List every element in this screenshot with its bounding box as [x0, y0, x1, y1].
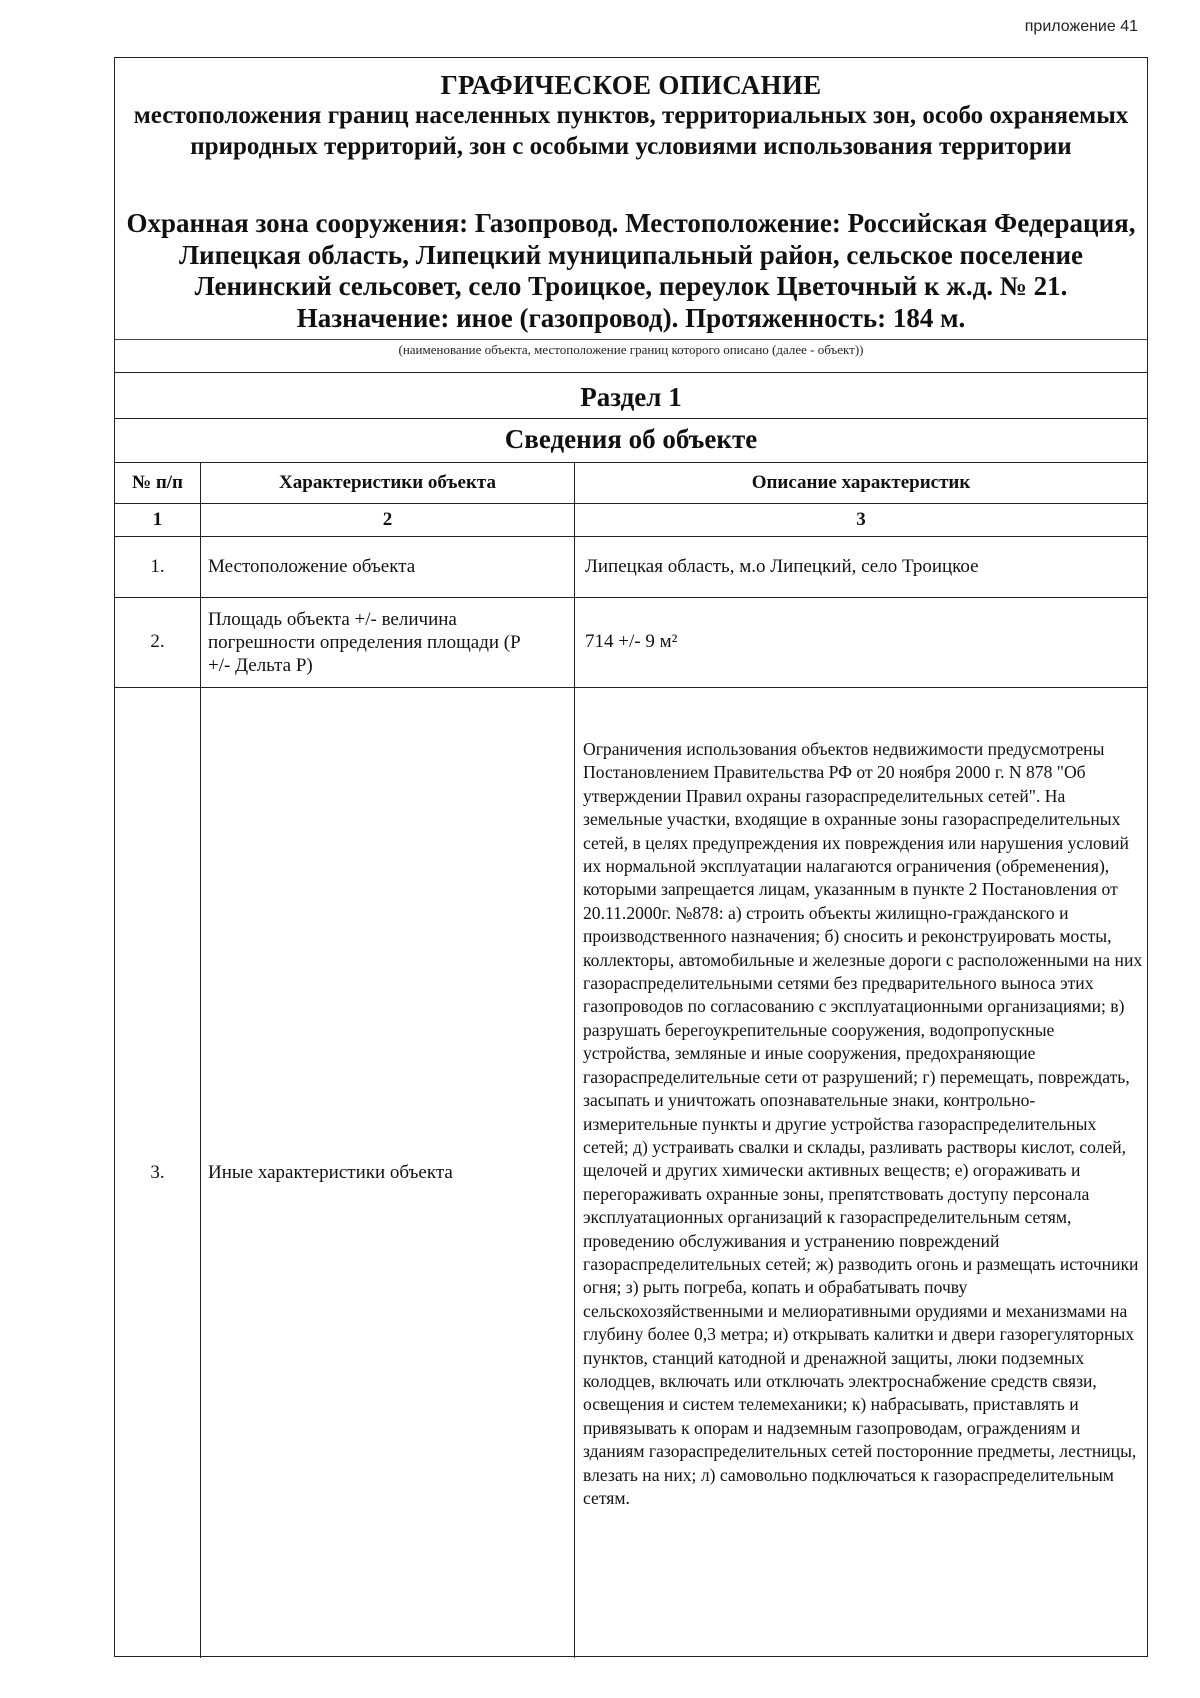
row-number: 3. — [150, 1161, 165, 1183]
document-title: ГРАФИЧЕСКОЕ ОПИСАНИЕ — [440, 70, 822, 100]
object-hint: (наименование объекта, местоположение границ которого описано (далее - объект)) — [398, 342, 864, 357]
section-label: Раздел 1 — [580, 382, 682, 412]
row-characteristic: Местоположение объекта — [208, 555, 416, 577]
object-underline — [115, 339, 1147, 340]
divider — [115, 372, 1147, 373]
row-description: Ограничения использования объектов недвижимости предусмотрены Постановлением Правительства РФ от 20 ноября 2000 г. N 878 "Об утверждении Правил охраны газораспределительных сетей". На земельные участки, входящие в охранные зоны газораспределительных сетей, в целях предупреждения их повреждения или нарушения условий их нормальной эксплуатации налагаются ограничения (обременения), которыми запрещается лицам, указанным в пункте 2 Постановления от 20.11.2000г. №878: а) строить объекты жилищно-гражданского и производственного назначения; б) сносить и реконструировать мосты, коллекторы, автомобильные и железные дороги с расположенными на них газораспределительными сетями без предварительного выноса этих газопроводов по согласованию с эксплуатационными организациями; в) разрушать берегоукрепительные сооружения, водопропускные устройства, земляные и иные сооружения, предохраняющие газораспределительные сети от разрушений; г) перемещать, повреждать, засыпать и уничтожать опознавательные знаки, контрольно-измерительные пункты и другие устройства газораспределительных сетей; д) устраивать свалки и склады, разливать растворы кислот, солей, щелочей и других химически активных веществ; е) огораживать и перегораживать охранные зоны, препятствовать доступу персонала эксплуатационных организаций к газораспределительным сетям, проведению обслуживания и устранению повреждений газораспределительных сетей; ж) разводить огонь и размещать источники огня; з) рыть погреба, копать и обрабатывать почву сельскохозяйственными и мелиоративными орудиями и механизмами на глубину более 0,3 метра; и) открывать калитки и двери газорегуляторных пунктов, станций катодной и дренажной защиты, люки подземных колодцев, включать или отключать электроснабжение средств связи, освещения и систем телемеханики; к) набрасывать, приставлять и привязывать к опорам и надземным газопроводам, ограждениям и зданиям газораспределительных сетей посторонние предметы, лестницы, влезать на них; л) самовольно подключаться к газораспределительным сетям. — [583, 739, 1143, 1508]
row-characteristic: Площадь объекта +/- величина погрешности определения площади (Р +/- Дельта Р) — [208, 608, 521, 676]
column-divider — [574, 462, 575, 1658]
row-characteristic: Иные характеристики объекта — [208, 1161, 453, 1183]
header-characteristic: Характеристики объекта — [279, 471, 496, 493]
column-number: 3 — [856, 508, 866, 530]
object-description: Охранная зона сооружения: Газопровод. Местоположение: Российская Федерация, Липецкая область, Липецкий муниципальный район, сельское поселение Ленинский сельсовет, село Троицкое, переулок Цветочный к ж.д. № 21. Назначение: иное (газопровод). Протяженность: 184 м. — [126, 208, 1136, 333]
divider — [115, 418, 1147, 419]
header-num: № п/п — [131, 471, 184, 493]
document-frame — [114, 57, 1148, 1657]
section-title: Сведения об объекте — [504, 424, 758, 454]
document-header — [115, 58, 1147, 338]
row-description: 714 +/- 9 м² — [585, 631, 678, 652]
header-description: Описание характеристик — [751, 471, 971, 493]
column-number: 2 — [382, 508, 393, 530]
appendix-label: приложение 41 — [1024, 18, 1138, 35]
row-number: 2. — [150, 631, 165, 652]
column-number: 1 — [152, 508, 163, 530]
row-description: Липецкая область, м.о Липецкий, село Троицкое — [585, 555, 979, 577]
document-subtitle: местоположения границ населенных пунктов, территориальных зон, особо охраняемых природных территорий, зон с особыми условиями использования территории — [133, 102, 1129, 160]
row-number: 1. — [150, 555, 165, 577]
column-divider — [200, 462, 201, 1658]
